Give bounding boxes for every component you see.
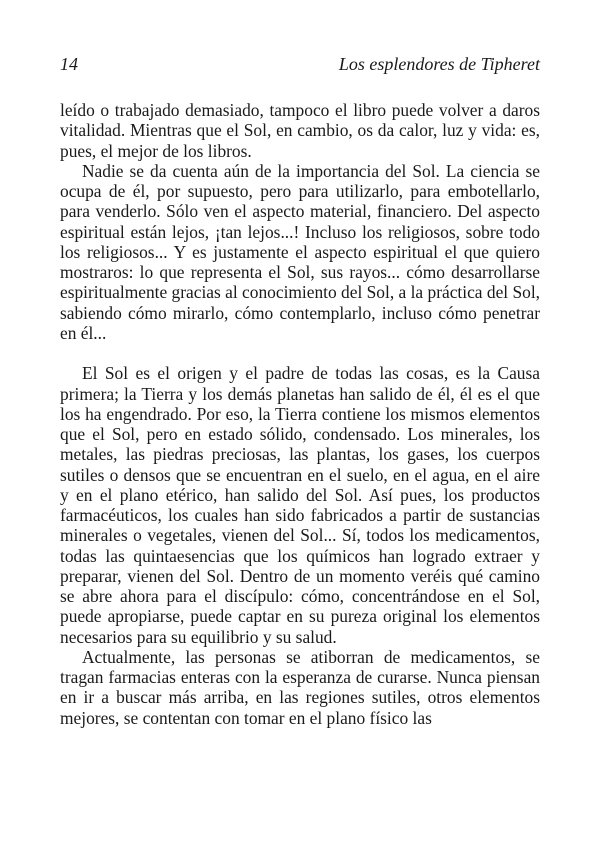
- paragraph: El Sol es el origen y el padre de todas las cosas, es la Causa primera; la Tierra y los demás planetas han salido de él, él es el que los ha engendrado. Por eso, la Tierra contiene los mismos elementos que el Sol, pero en estado sólido, condensado. Los minerales, los metales, las piedras preciosas, las plantas, los gases, los cuerpos sutiles o densos que se encuentran en el suelo, en el agua, en el aire y en el plano etérico, han salido del Sol. Así pues, los productos farmacéuticos, los cuales han sido fabricados a partir de sustancias minerales o vegetales, vienen del Sol... Sí, todos los medicamentos, todas las quintaesencias que los químicos han logrado extraer y preparar, vienen del Sol. Dentro de un momento veréis qué camino se abre ahora para el discípulo: cómo, concentrándose en el Sol, puede apropiarse, puede captar en su pureza original los elementos necesarios para su equilibrio y su salud.: [60, 363, 540, 647]
- page-number: 14: [60, 54, 78, 74]
- body-text: [60, 100, 540, 728]
- paragraph: Actualmente, las personas se atiborran de medicamentos, se tragan farmacias enteras con la esperanza de curarse. Nunca piensan en ir a buscar más arriba, en las regiones sutiles, otros elementos mejores, se contentan con tomar en el plano físico las: [60, 646, 540, 728]
- running-header: [60, 52, 540, 76]
- paragraph: Nadie se da cuenta aún de la importancia del Sol. La ciencia se ocupa de él, por supuesto, pero para utilizarlo, para embotellarlo, para venderlo. Sólo ven el aspecto material, financiero. Del aspecto espiritual están lejos, ¡tan lejos...! Incluso los religiosos, sobre todo los religiosos... Y es justamente el aspecto espiritual el que quiero mostraros: lo que representa el Sol, sus rayos... cómo desarrollarse espiritualmente gracias al conocimiento del Sol, a la práctica del Sol, sabiendo cómo mirarlo, cómo contemplarlo, incluso cómo penetrar en él...: [60, 160, 541, 343]
- running-title: Los esplendores de Tipheret: [338, 54, 540, 74]
- paragraph-continued: leído o trabajado demasiado, tampoco el libro puede volver a daros vitalidad. Mientras que el Sol, en cambio, os da calor, luz y vida: es, pues, el mejor de los libros.: [60, 100, 540, 161]
